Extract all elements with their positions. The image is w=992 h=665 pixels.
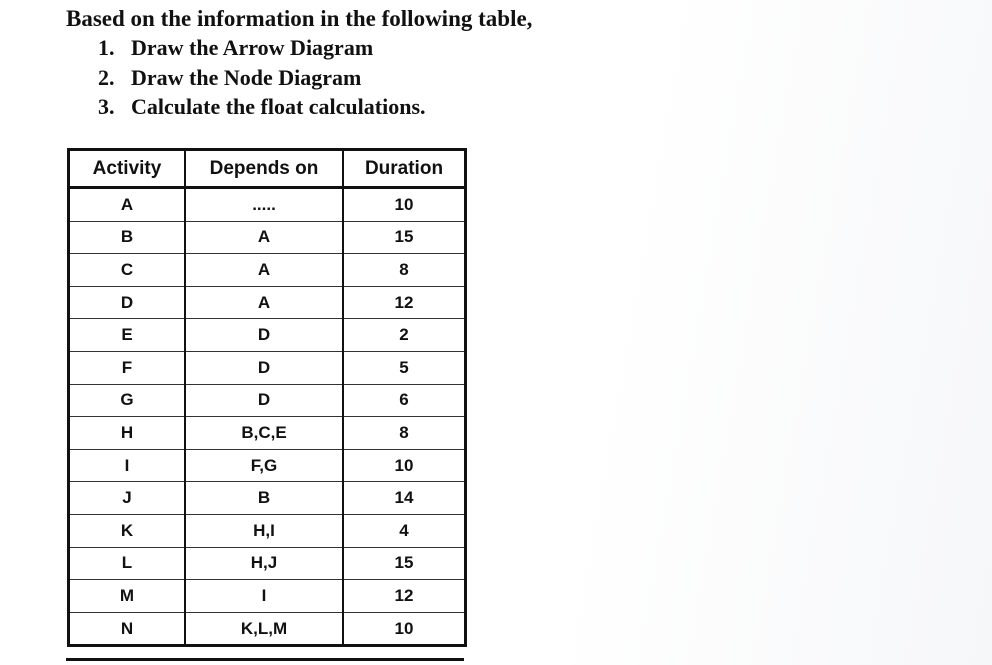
instruction-text: Draw the Arrow Diagram — [131, 35, 374, 60]
duration-cell: 6 — [343, 384, 466, 417]
table-row — [69, 580, 466, 613]
depends-on-cell: H,I — [185, 514, 343, 547]
bottom-divider — [66, 658, 464, 661]
table-row — [69, 221, 466, 254]
activity-cell: F — [69, 351, 186, 384]
activity-cell: I — [69, 449, 186, 482]
depends-on-cell: D — [185, 384, 343, 417]
duration-cell: 8 — [343, 417, 466, 450]
duration-cell: 12 — [343, 286, 466, 319]
table-row — [69, 254, 466, 287]
instruction-text: Calculate the float calculations. — [131, 94, 426, 119]
duration-cell: 15 — [343, 221, 466, 254]
duration-cell: 10 — [343, 188, 466, 222]
table-row — [69, 319, 466, 352]
instruction-item — [98, 92, 426, 122]
instruction-item — [98, 63, 426, 93]
column-header-depends-on: Depends on — [185, 150, 343, 188]
duration-cell: 2 — [343, 319, 466, 352]
column-header-duration: Duration — [343, 150, 466, 188]
duration-cell: 14 — [343, 482, 466, 515]
activity-cell: C — [69, 254, 186, 287]
depends-on-cell: F,G — [185, 449, 343, 482]
depends-on-cell: H,J — [185, 547, 343, 580]
depends-on-cell: A — [185, 221, 343, 254]
activity-cell: B — [69, 221, 186, 254]
activity-cell: N — [120, 618, 134, 638]
depends-on-cell: B — [185, 482, 343, 515]
activity-cell: E — [69, 319, 186, 352]
duration-cell: 5 — [343, 351, 466, 384]
activity-cell: J — [69, 482, 186, 515]
table-row — [69, 514, 466, 547]
table-row — [69, 449, 466, 482]
table-row — [69, 384, 466, 417]
activity-cell: A — [69, 188, 186, 222]
column-header-activity: Activity — [69, 150, 186, 188]
depends-on-cell: A — [185, 254, 343, 287]
activity-cell: M — [69, 580, 186, 613]
instruction-item — [98, 33, 426, 63]
question-heading: Based on the information in the following table, — [66, 6, 533, 31]
activity-table — [67, 148, 467, 647]
depends-on-cell: ..... — [185, 188, 343, 222]
table-row — [69, 417, 466, 450]
instruction-text: Draw the Node Diagram — [131, 64, 362, 90]
instruction-number: 2. — [98, 64, 115, 90]
depends-on-cell: D — [185, 319, 343, 352]
table-row — [69, 482, 466, 515]
table-row — [69, 351, 466, 384]
table-row — [69, 612, 466, 646]
table-row — [69, 188, 466, 222]
activity-cell: L — [69, 547, 186, 580]
depends-on-cell: A — [185, 286, 343, 319]
instruction-number: 1. — [98, 35, 115, 60]
duration-cell: 8 — [343, 254, 466, 287]
depends-on-cell: D — [185, 351, 343, 384]
depends-on-cell: K,L,M — [185, 612, 343, 646]
activity-cell: D — [69, 286, 186, 319]
table-header-row — [69, 150, 466, 188]
table-row — [69, 547, 466, 580]
activity-cell: H — [69, 417, 186, 450]
duration-cell: 10 — [343, 449, 466, 482]
duration-cell: 12 — [343, 580, 466, 613]
activity-cell: G — [69, 384, 186, 417]
duration-cell: 4 — [343, 514, 466, 547]
depends-on-cell: B,C,E — [185, 417, 343, 450]
activity-cell: K — [69, 514, 186, 547]
table-row — [69, 286, 466, 319]
instruction-list — [98, 33, 426, 122]
duration-cell: 15 — [343, 547, 466, 580]
instruction-number: 3. — [98, 94, 115, 119]
depends-on-cell: I — [185, 580, 343, 613]
duration-cell: 10 — [343, 612, 466, 646]
